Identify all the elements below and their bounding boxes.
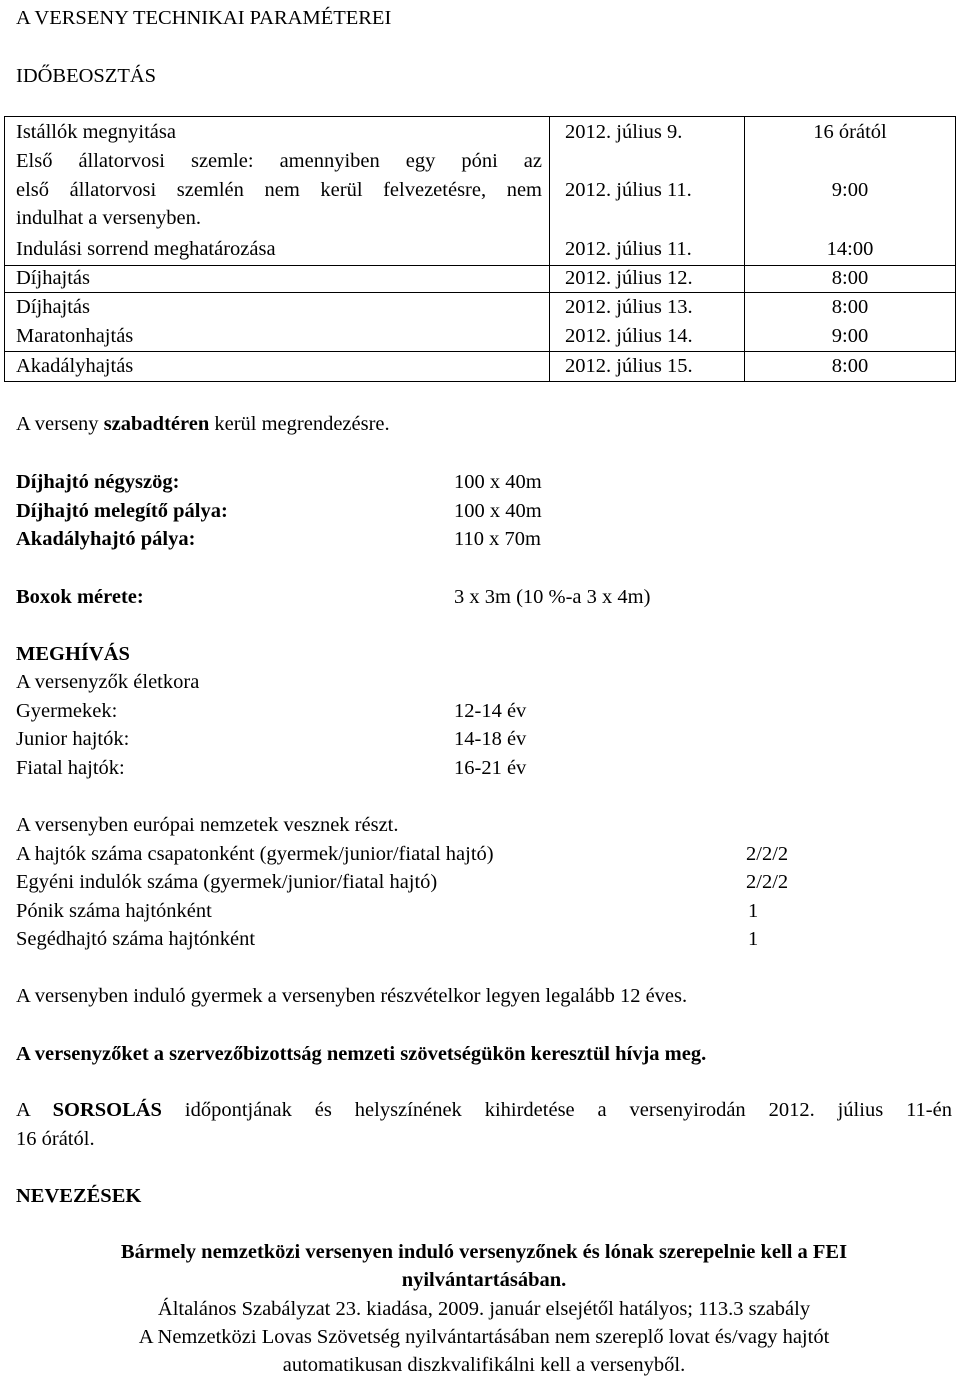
arena-value: 100 x 40m — [454, 471, 542, 493]
schedule-time: 9:00 — [831, 325, 869, 347]
venue-prefix: A verseny — [16, 413, 104, 435]
age-label: Fiatal hajtók: — [16, 757, 125, 779]
draw-rest: időpontjának és helyszínének kihirdetése a versenyirodán 2012. július 11-én — [161, 1099, 952, 1121]
venue-bold: szabadtéren — [103, 413, 210, 435]
min-age-note: A versenyben induló gyermek a versenyben részvételkor legyen legalább 12 éves. — [16, 985, 688, 1007]
schedule-time: 14:00 — [826, 238, 874, 260]
entries-bold-line: Bármely nemzetközi versenyen induló versenyzőnek és lónak szerepelnie kell a FEI — [120, 1241, 848, 1263]
schedule-heading: IDŐBEOSZTÁS — [16, 65, 157, 87]
participation-label: Segédhajtó száma hajtónként — [16, 928, 256, 950]
schedule-time: 9:00 — [831, 179, 869, 201]
schedule-date: 2012. július 11. — [565, 238, 692, 260]
boxes-value: 3 x 3m (10 %-a 3 x 4m) — [454, 586, 651, 608]
schedule-time: 8:00 — [831, 355, 869, 377]
schedule-event — [16, 147, 542, 233]
venue-sentence — [16, 410, 390, 439]
schedule-time: 8:00 — [831, 296, 869, 318]
schedule-event: Díjhajtás — [16, 267, 91, 289]
schedule-event-line: Első állatorvosi szemle: amennyiben egy póni az — [16, 150, 542, 172]
schedule-date: 2012. július 9. — [565, 121, 683, 143]
schedule-event: Istállók megnyitása — [16, 121, 176, 143]
arena-value: 100 x 40m — [454, 500, 542, 522]
invitation-heading: MEGHÍVÁS — [16, 643, 130, 665]
age-intro: A versenyzők életkora — [16, 671, 200, 693]
schedule-date: 2012. július 12. — [565, 267, 693, 289]
draw-note-line: 16 órától. — [16, 1127, 95, 1150]
arena-label: Díjhajtó melegítő pálya: — [16, 500, 228, 522]
draw-bold: SORSOLÁS — [52, 1099, 162, 1121]
entries-line: Általános Szabályzat 23. kiadása, 2009. január elsejétől hatályos; 113.3 szabály — [157, 1298, 811, 1320]
entries-bold-line: nyilvántartásában. — [401, 1269, 567, 1291]
arena-value: 110 x 70m — [454, 528, 541, 550]
schedule-event-line: indulhat a versenyben. — [16, 207, 202, 229]
table-divider — [549, 117, 550, 381]
entries-heading: NEVEZÉSEK — [16, 1185, 142, 1207]
participation-label: Pónik száma hajtónként — [16, 900, 212, 922]
schedule-time: 16 órától — [813, 121, 887, 143]
schedule-date: 2012. július 15. — [565, 355, 693, 377]
draw-prefix: A — [16, 1099, 53, 1121]
nations-sentence: A versenyben európai nemzetek vesznek részt. — [16, 814, 399, 836]
participation-value: 1 — [748, 900, 759, 922]
venue-suffix: kerül megrendezésre. — [209, 413, 390, 435]
schedule-event: Maratonhajtás — [16, 325, 134, 347]
schedule-event-line: első állatorvosi szemlén nem kerül felvezetésre, nem — [16, 178, 542, 201]
schedule-table — [4, 116, 956, 382]
draw-note — [16, 1096, 952, 1153]
schedule-time: 8:00 — [831, 267, 869, 289]
boxes-label: Boxok mérete: — [16, 586, 144, 608]
participation-label: A hajtók száma csapatonként (gyermek/junior/fiatal hajtó) — [16, 843, 494, 865]
document-title: A VERSENY TECHNIKAI PARAMÉTEREI — [16, 7, 392, 29]
age-value: 16-21 év — [454, 757, 527, 779]
schedule-date: 2012. július 14. — [565, 325, 693, 347]
participation-value: 2/2/2 — [746, 843, 789, 865]
arena-label: Díjhajtó négyszög: — [16, 471, 180, 493]
age-value: 14-18 év — [454, 728, 527, 750]
arena-label: Akadályhajtó pálya: — [16, 528, 196, 550]
schedule-date: 2012. július 11. — [565, 179, 692, 201]
schedule-event: Indulási sorrend meghatározása — [16, 238, 276, 260]
entries-line: automatikusan diszkvalifikálni kell a versenyből. — [282, 1354, 686, 1376]
participation-value: 1 — [748, 928, 759, 950]
schedule-event: Akadályhajtás — [16, 355, 134, 377]
entries-line: A Nemzetközi Lovas Szövetség nyilvántartásában nem szereplő lovat és/vagy hajtót — [138, 1326, 830, 1348]
participation-label: Egyéni indulók száma (gyermek/junior/fiatal hajtó) — [16, 871, 438, 893]
age-label: Gyermekek: — [16, 700, 118, 722]
schedule-date: 2012. július 13. — [565, 296, 693, 318]
schedule-event: Díjhajtás — [16, 296, 91, 318]
draw-note-line — [16, 1096, 952, 1125]
age-value: 12-14 év — [454, 700, 527, 722]
invite-note: A versenyzőket a szervezőbizottság nemzeti szövetségükön keresztül hívja meg. — [16, 1043, 707, 1065]
age-label: Junior hajtók: — [16, 728, 130, 750]
participation-value: 2/2/2 — [746, 871, 789, 893]
